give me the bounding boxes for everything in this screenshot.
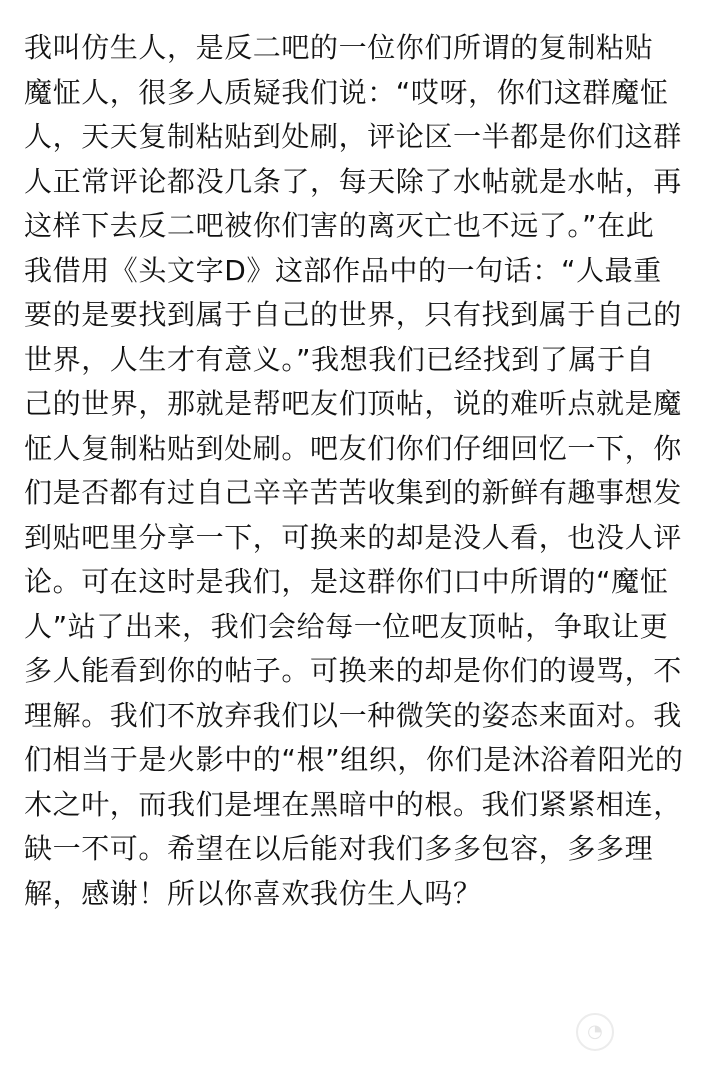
post-text-line: 人，天天复制粘贴到处刷，评论区一半都是你们这群: [24, 120, 682, 153]
post-text-line: 缺一不可。希望在以后能对我们多多包容，多多理: [24, 832, 654, 865]
post-text-line: 解，感谢！所以你喜欢我仿生人吗？: [24, 876, 482, 910]
post-text-line: 人正常评论都没几条了，每天除了水帖就是水帖，再: [24, 164, 682, 198]
post-text-line: 怔人复制粘贴到处刷。吧友们你们仔细回忆一下，你: [24, 431, 682, 465]
post-text-line: 到贴吧里分享一下，可换来的却是没人看，也没人评: [24, 520, 682, 554]
post-text-line: 我借用《头文字D》这部作品中的一句话：“人最重: [24, 253, 662, 287]
post-text-line: 我叫仿生人，是反二吧的一位你们所谓的复制粘贴: [24, 31, 654, 64]
post-text-line: 木之叶，而我们是埋在黑暗中的根。我们紧紧相连，: [24, 787, 682, 821]
post-text-line: 要的是要找到属于自己的世界，只有找到属于自己的: [24, 298, 682, 331]
post-text-line: 论。可在这时是我们，是这群你们口中所谓的“魔怔: [24, 565, 669, 598]
post-text-line: 己的世界，那就是帮吧友们顶帖，说的难听点就是魔: [24, 387, 682, 420]
post-text-line: 人”站了出来，我们会给每一位吧友顶帖，争取让更: [24, 609, 669, 643]
watermark-logo-icon: ◔: [576, 1013, 614, 1051]
post-text-line: 理解。我们不放弃我们以一种微笑的姿态来面对。我: [24, 698, 682, 732]
post-text-line: 们是否都有过自己辛辛苦苦收集到的新鲜有趣事想发: [24, 476, 682, 509]
post-text-line: 世界，人生才有意义。”我想我们已经找到了属于自: [24, 342, 655, 376]
post-text-line: 们相当于是火影中的“根”组织，你们是沐浴着阳光的: [24, 743, 684, 776]
post-text-line: 多人能看到你的帖子。可换来的却是你们的谩骂，不: [24, 654, 682, 687]
post-text-line: 这样下去反二吧被你们害的离灭亡也不远了。”在此: [24, 209, 655, 242]
post-body: [24, 26, 704, 916]
post-text-line: 魔怔人，很多人质疑我们说：“哎呀，你们这群魔怔: [24, 75, 669, 109]
